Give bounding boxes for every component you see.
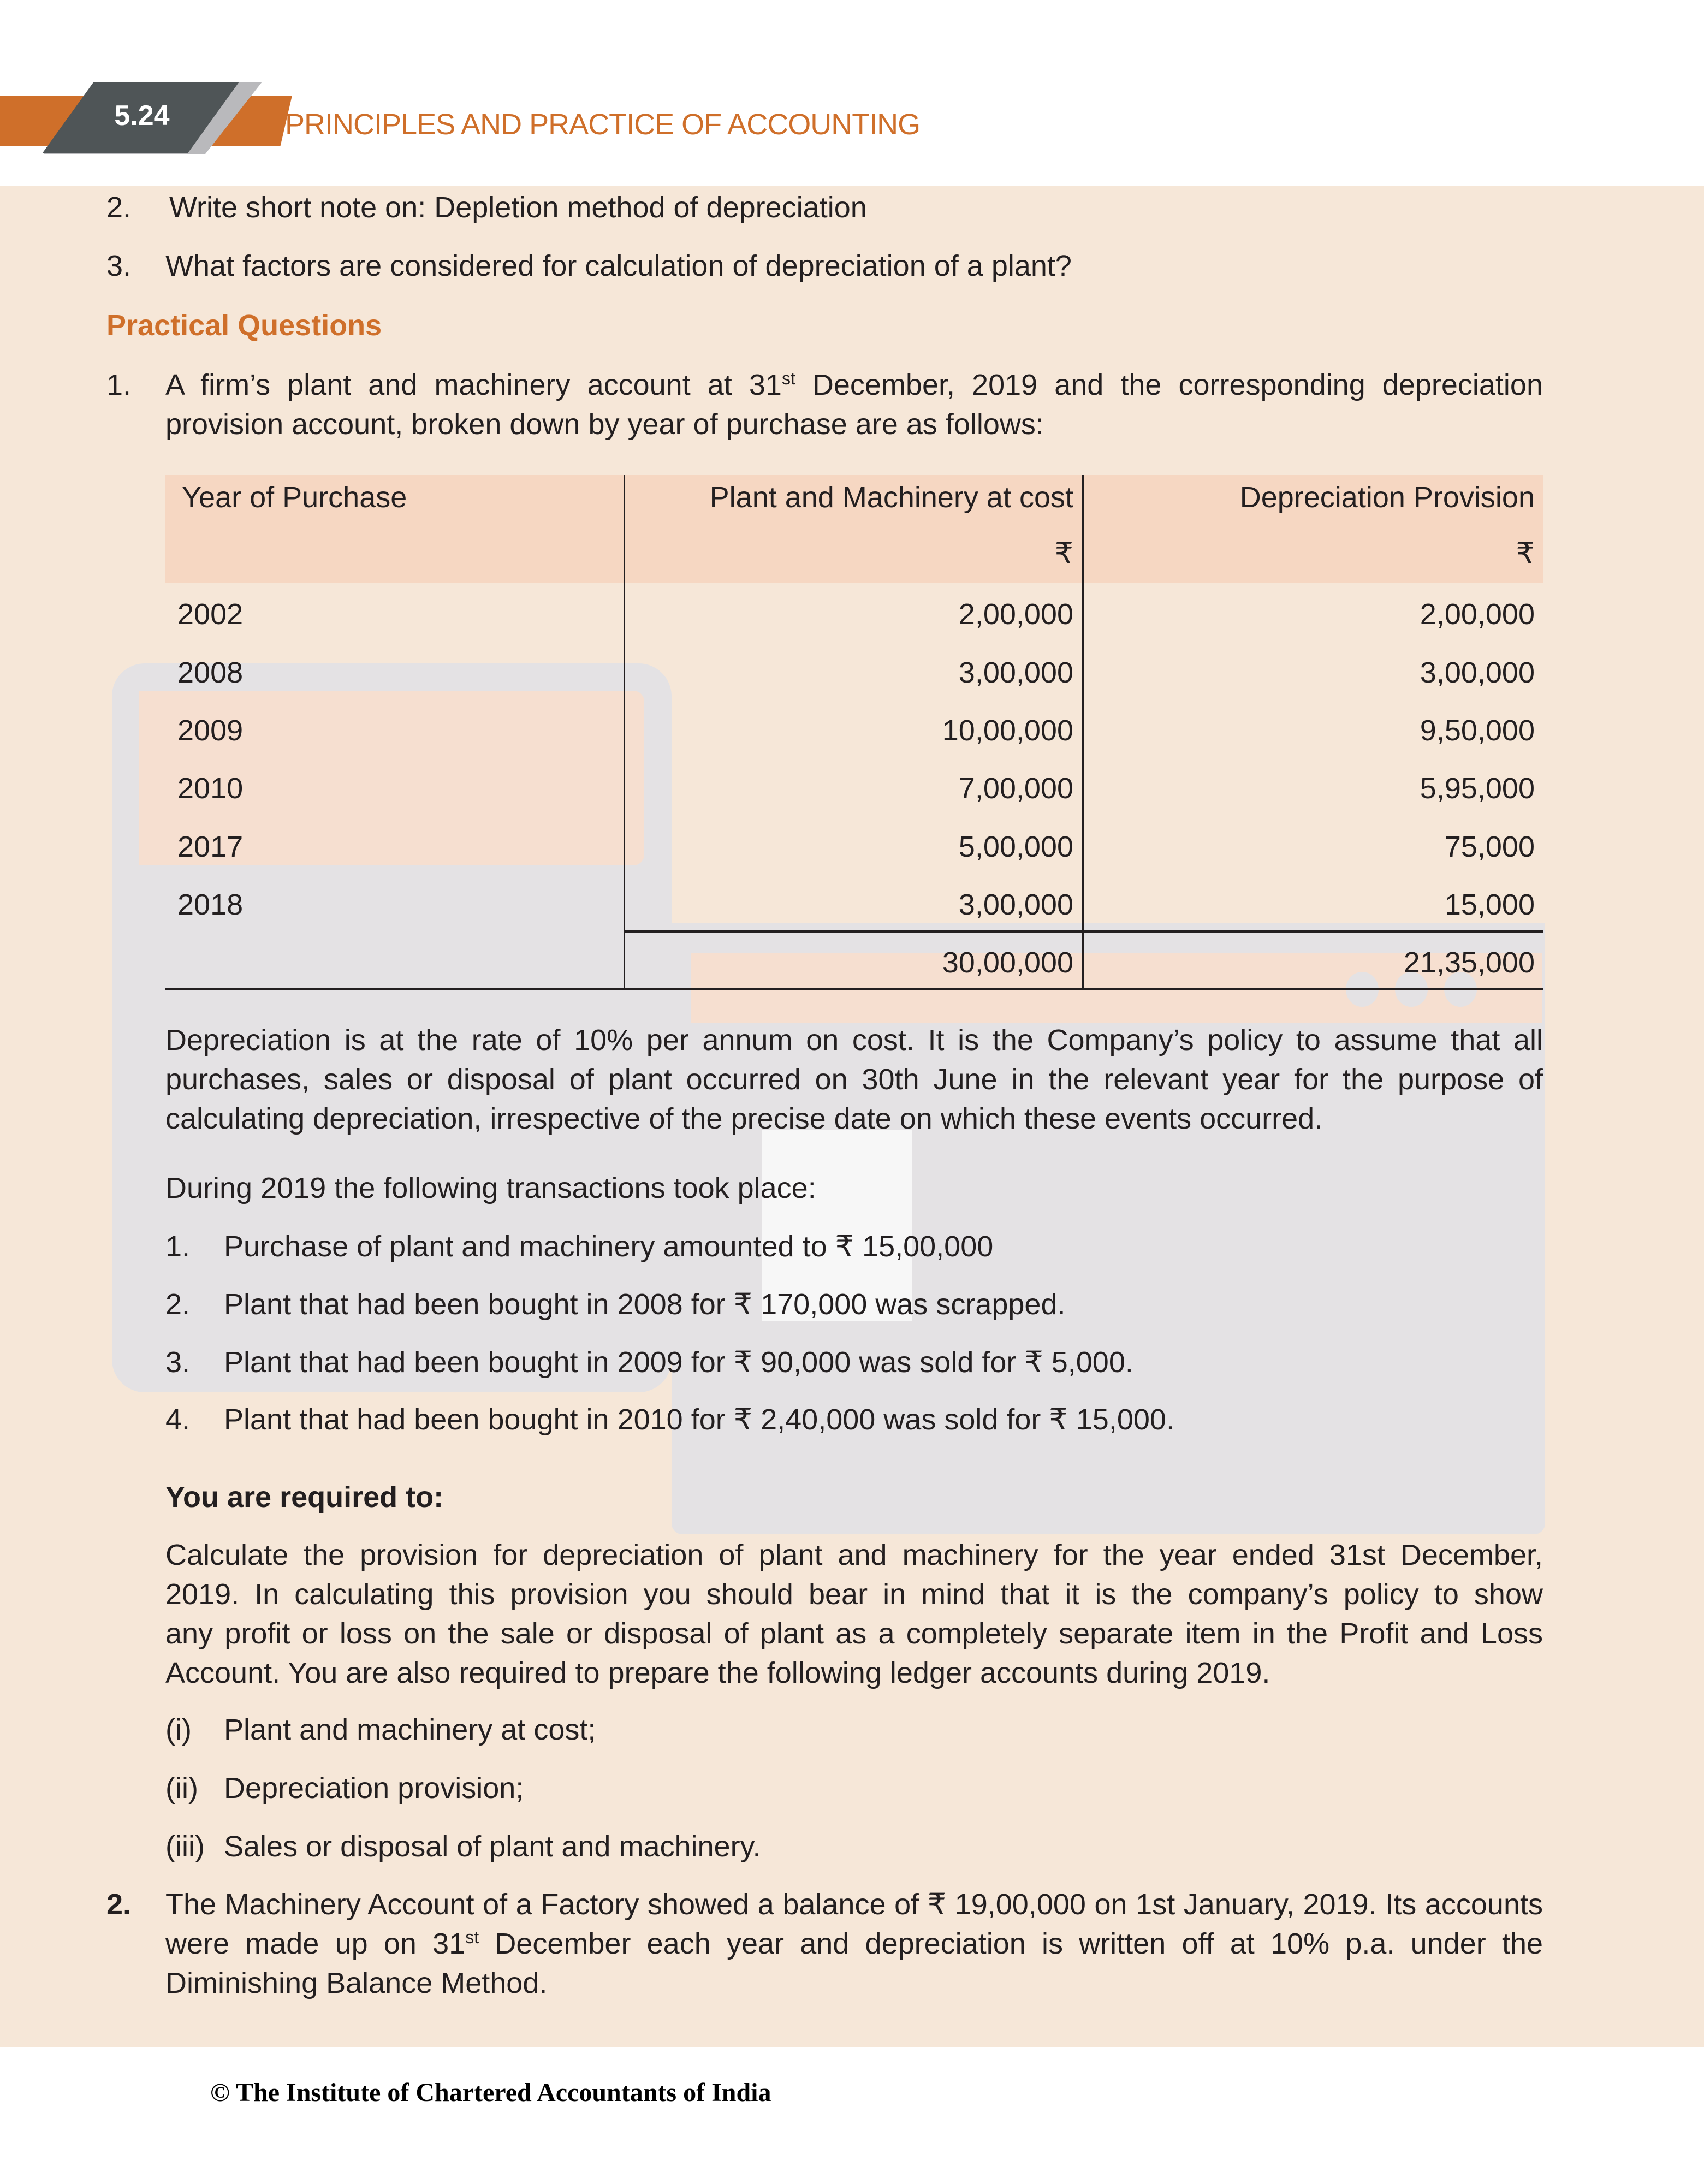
- paragraph-line: Depreciation is at the rate of 10% per annum on cost. It is the Company’s policy to assume that all: [165, 1024, 1543, 1057]
- currency-symbol: ₹: [1516, 537, 1535, 570]
- question-intro-line: provision account, broken down by year of purchase are as follows:: [165, 408, 1044, 441]
- book-title: PRINCIPLES AND PRACTICE OF ACCOUNTING: [285, 108, 921, 141]
- list-text: Depreciation provision;: [224, 1772, 524, 1805]
- provision-cell: 5,95,000: [1420, 772, 1535, 805]
- provision-cell: 9,50,000: [1420, 714, 1535, 747]
- year-cell: 2009: [177, 714, 244, 747]
- paragraph-line: Calculate the provision for depreciation of plant and machinery for the year ended 31st December,: [165, 1539, 1543, 1571]
- year-cell: 2018: [177, 888, 244, 921]
- superscript: st: [465, 1927, 479, 1947]
- question-intro-line: [165, 365, 1543, 405]
- question-text: What factors are considered for calculation of depreciation of a plant?: [165, 250, 1072, 282]
- copyright-footer: © The Institute of Chartered Accountants of India: [210, 2078, 771, 2107]
- required-heading: You are required to:: [165, 1481, 444, 1514]
- question-number: 3.: [106, 250, 132, 282]
- text-segment: A firm’s plant and machinery account at 31: [165, 369, 782, 401]
- year-cell: 2002: [177, 598, 244, 631]
- cost-cell: 3,00,000: [958, 888, 1073, 921]
- text-segment: December each year and depreciation is written off at 10% p.a. under the: [479, 1927, 1543, 1960]
- transactions-intro: During 2019 the following transactions took place:: [165, 1172, 816, 1204]
- cost-cell: 10,00,000: [942, 714, 1073, 747]
- provision-cell: 15,000: [1444, 888, 1535, 921]
- question-line: Diminishing Balance Method.: [165, 1967, 548, 1999]
- question-number: 2.: [106, 191, 132, 224]
- currency-symbol: ₹: [1054, 537, 1073, 570]
- year-cell: 2010: [177, 772, 244, 805]
- cost-cell: 2,00,000: [958, 598, 1073, 631]
- year-cell: 2017: [177, 830, 244, 863]
- table-column-divider: [624, 475, 625, 989]
- list-number: (iii): [165, 1830, 205, 1863]
- cost-cell: 3,00,000: [958, 656, 1073, 689]
- page-number: 5.24: [114, 100, 170, 132]
- total-provision-cell: 21,35,000: [1403, 946, 1535, 979]
- table-header-year: Year of Purchase: [182, 481, 407, 514]
- paragraph-line: calculating depreciation, irrespective of the precise date on which these events occurred.: [165, 1102, 1323, 1135]
- list-number: 1.: [165, 1230, 191, 1263]
- paragraph-line: purchases, sales or disposal of plant occurred on 30th June in the relevant year for the purpose of: [165, 1063, 1543, 1096]
- table-column-divider: [1082, 475, 1084, 989]
- list-number: 2.: [165, 1288, 191, 1321]
- list-text: Sales or disposal of plant and machinery.: [224, 1830, 761, 1863]
- list-text: Purchase of plant and machinery amounted to ₹ 15,00,000: [224, 1230, 994, 1263]
- list-number: 4.: [165, 1403, 191, 1436]
- question-line: [165, 1924, 1543, 1963]
- text-segment: were made up on 31: [165, 1927, 466, 1960]
- cost-cell: 5,00,000: [958, 830, 1073, 863]
- question-line: The Machinery Account of a Factory showed a balance of ₹ 19,00,000 on 1st January, 2019. Its accounts: [165, 1888, 1543, 1921]
- list-text: Plant that had been bought in 2010 for ₹ 2,40,000 was sold for ₹ 15,000.: [224, 1403, 1174, 1436]
- provision-cell: 75,000: [1444, 830, 1535, 863]
- total-cost-cell: 30,00,000: [942, 946, 1073, 979]
- table-total-rule: [624, 930, 1543, 933]
- table-header-cost: Plant and Machinery at cost: [709, 481, 1073, 514]
- paragraph-line: 2019. In calculating this provision you should bear in mind that it is the company’s policy to show: [165, 1578, 1543, 1611]
- paragraph-line: Account. You are also required to prepare the following ledger accounts during 2019.: [165, 1657, 1270, 1689]
- paragraph-line: any profit or loss on the sale or disposal of plant as a completely separate item in the Profit and Loss: [165, 1617, 1543, 1650]
- provision-cell: 3,00,000: [1420, 656, 1535, 689]
- list-text: Plant that had been bought in 2009 for ₹ 90,000 was sold for ₹ 5,000.: [224, 1346, 1133, 1379]
- question-text: Write short note on: Depletion method of depreciation: [169, 191, 867, 224]
- list-number: (ii): [165, 1772, 198, 1805]
- list-text: Plant and machinery at cost;: [224, 1713, 596, 1746]
- cost-cell: 7,00,000: [958, 772, 1073, 805]
- provision-cell: 2,00,000: [1420, 598, 1535, 631]
- list-number: (i): [165, 1713, 192, 1746]
- text-segment: December, 2019 and the corresponding depreciation: [795, 369, 1543, 401]
- list-text: Plant that had been bought in 2008 for ₹ 170,000 was scrapped.: [224, 1288, 1066, 1321]
- question-number: 1.: [106, 369, 132, 401]
- table-header-provision: Depreciation Provision: [1239, 481, 1535, 514]
- list-number: 3.: [165, 1346, 191, 1379]
- section-heading: Practical Questions: [106, 309, 382, 342]
- table-bottom-rule: [165, 988, 1543, 990]
- question-number: 2.: [106, 1888, 132, 1921]
- superscript: st: [781, 369, 795, 388]
- year-cell: 2008: [177, 656, 244, 689]
